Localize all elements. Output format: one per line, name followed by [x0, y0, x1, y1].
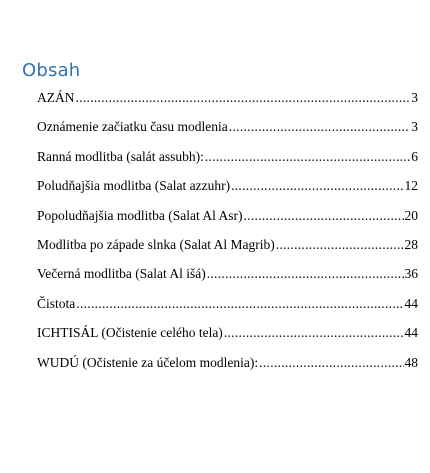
toc-entry-modlitba-po-zapade[interactable]: [37, 237, 418, 266]
toc-entry-ranna-modlitba[interactable]: [37, 149, 418, 178]
toc-entry-title: Oznámenie začiatku času modlenia: [37, 119, 228, 135]
toc-list: [37, 90, 418, 384]
toc-entry-page: 48: [404, 354, 418, 370]
toc-entry-oznamenie[interactable]: [37, 119, 418, 148]
toc-entry-page: 44: [404, 295, 418, 311]
toc-dot-leader: [76, 90, 411, 106]
toc-entry-page: 3: [411, 119, 418, 135]
toc-entry-page: 3: [411, 90, 418, 105]
toc-dot-leader: [244, 208, 404, 224]
toc-entry-title: ICHTISÁL (Očistenie celého tela): [37, 325, 223, 341]
toc-entry-title: Čistota: [37, 295, 76, 311]
toc-dot-leader: [259, 355, 403, 371]
toc-entry-poludnajsia-modlitba[interactable]: [37, 178, 418, 207]
toc-entry-page: 20: [404, 207, 418, 223]
toc-entry-wudu[interactable]: [37, 355, 418, 384]
toc-entry-popoludnajsia-modlitba[interactable]: [37, 208, 418, 237]
toc-entry-title: AZÁN: [37, 90, 75, 105]
toc-entry-page: 12: [404, 178, 418, 194]
toc-entry-vecerna-modlitba[interactable]: [37, 266, 418, 295]
toc-dot-leader: [224, 325, 404, 341]
toc-heading: Obsah: [22, 60, 81, 81]
toc-entry-page: 36: [404, 266, 418, 282]
toc-entry-title: WUDÚ (Očistenie za účelom modlenia):: [37, 354, 259, 370]
toc-entry-page: 28: [404, 236, 418, 252]
toc-entry-page: 44: [404, 325, 418, 341]
toc-entry-cistota[interactable]: [37, 296, 418, 325]
toc-dot-leader: [229, 119, 410, 135]
toc-entry-ichtisal[interactable]: [37, 325, 418, 354]
toc-entry-title: Popoludňajšia modlitba (Salat Al Asr): [37, 207, 243, 223]
toc-entry-title: Ranná modlitba (salát assubh):: [37, 148, 204, 164]
toc-dot-leader: [76, 296, 403, 312]
toc-dot-leader: [276, 237, 404, 253]
toc-dot-leader: [231, 178, 403, 194]
toc-entry-azan[interactable]: [37, 90, 418, 119]
toc-entry-title: Modlitba po západe slnka (Salat Al Magrib): [37, 236, 275, 252]
toc-entry-title: Poludňajšia modlitba (Salat azzuhr): [37, 178, 231, 194]
toc-entry-page: 6: [411, 148, 418, 164]
toc-dot-leader: [207, 266, 404, 282]
toc-dot-leader: [205, 149, 410, 165]
toc-entry-title: Večerná modlitba (Salat Al išá): [37, 266, 206, 282]
